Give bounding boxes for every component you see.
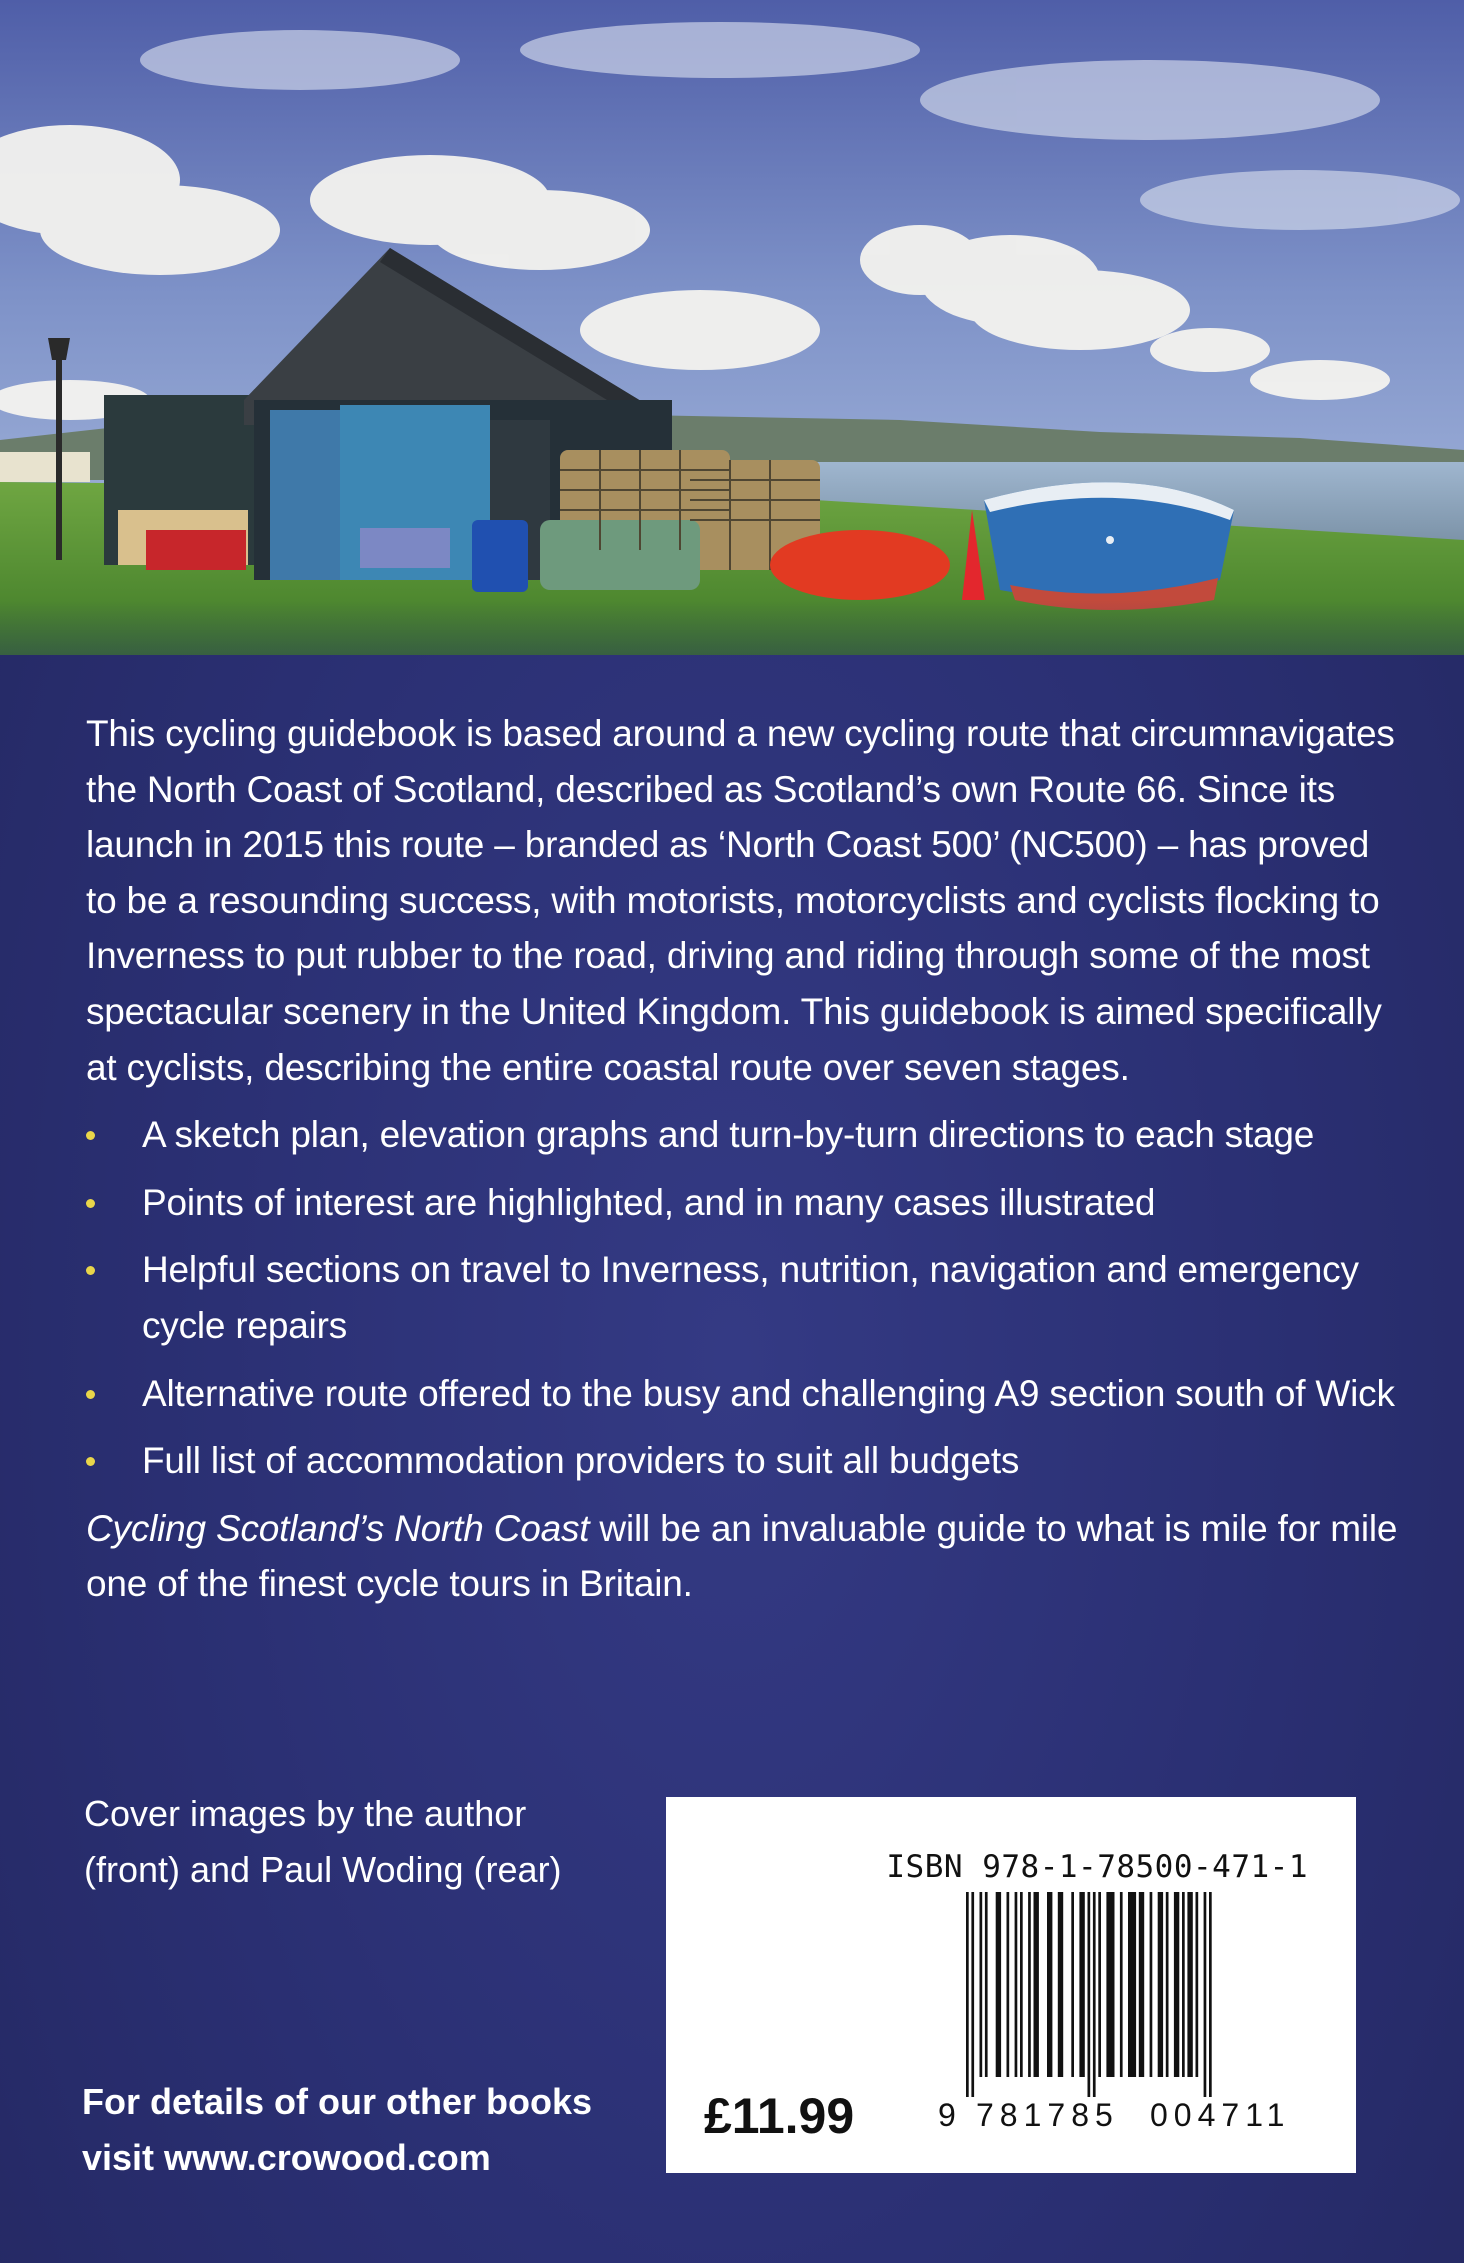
cover-photo [0, 0, 1464, 655]
feature-item [86, 1433, 1406, 1489]
bullet-icon [86, 1390, 95, 1399]
bullet-icon [86, 1266, 95, 1275]
feature-item [86, 1175, 1406, 1231]
pallet [360, 528, 450, 568]
credits-line-2: (front) and Paul Woding (rear) [84, 1849, 562, 1890]
footer-line-1: For details of our other books [82, 2081, 593, 2122]
feature-list [86, 1107, 1406, 1489]
feature-item [86, 1366, 1406, 1422]
credits-line-1: Cover images by the author [84, 1793, 527, 1834]
red-nets [770, 530, 950, 600]
book-title: Cycling Scotland’s North Coast [86, 1507, 590, 1549]
isbn-number: ISBN 978-1-78500-471-1 [886, 1849, 1308, 1885]
feature-item [86, 1242, 1406, 1353]
feature-text: Helpful sections on travel to Inverness, nutrition, navigation and emergency cycle repairs [142, 1249, 1359, 1346]
distant-buildings [0, 452, 90, 482]
red-trailer [146, 530, 246, 570]
blurb [86, 706, 1406, 1612]
feature-text: Points of interest are highlighted, and in many cases illustrated [142, 1181, 1156, 1223]
bullet-icon [86, 1131, 95, 1140]
publisher-website[interactable]: visit www.crowood.com [82, 2137, 491, 2178]
ean-right-digits: 004711 [1150, 2097, 1291, 2133]
image-credits [84, 1786, 644, 1898]
ean-left-digits: 781785 [976, 2097, 1119, 2133]
barcode [966, 1892, 1266, 2097]
feature-item [86, 1107, 1406, 1163]
closing-text: will be an invaluable guide to what is mile for mile one of the finest cycle tours in Britain. [86, 1507, 1398, 1605]
feature-text: Full list of accommodation providers to suit all budgets [142, 1440, 1020, 1482]
ean-first-digit: 9 [938, 2097, 956, 2133]
feature-text: A sketch plan, elevation graphs and turn-by-turn directions to each stage [142, 1114, 1315, 1156]
publisher-footer [82, 2074, 662, 2186]
blue-barrel [472, 520, 528, 592]
rowing-boat [984, 482, 1234, 610]
price: £11.99 [704, 2088, 855, 2144]
bullet-icon [86, 1457, 95, 1466]
blurb-closing [86, 1501, 1406, 1612]
bullet-icon [86, 1199, 95, 1208]
cover-photo-illustration [0, 0, 1464, 655]
barcode-panel [666, 1797, 1356, 2173]
blurb-intro: This cycling guidebook is based around a new cycling route that circumnavigates the North Coast of Scotland, described as Scotland’s own Route 66. Since its launch in 2015 this route – branded as ‘North Coast 500’ (NC500) – has proved to be a resounding success, with motorists, motorcyclists and cyclists flocking to Inverness to put rubber to the road, driving and riding through some of the most spectacular scenery in the United Kingdom. This guidebook is aimed specifically at cyclists, describing the entire coastal route over seven stages. [86, 713, 1395, 1088]
feature-text: Alternative route offered to the busy and challenging A9 section south of Wick [142, 1372, 1395, 1414]
